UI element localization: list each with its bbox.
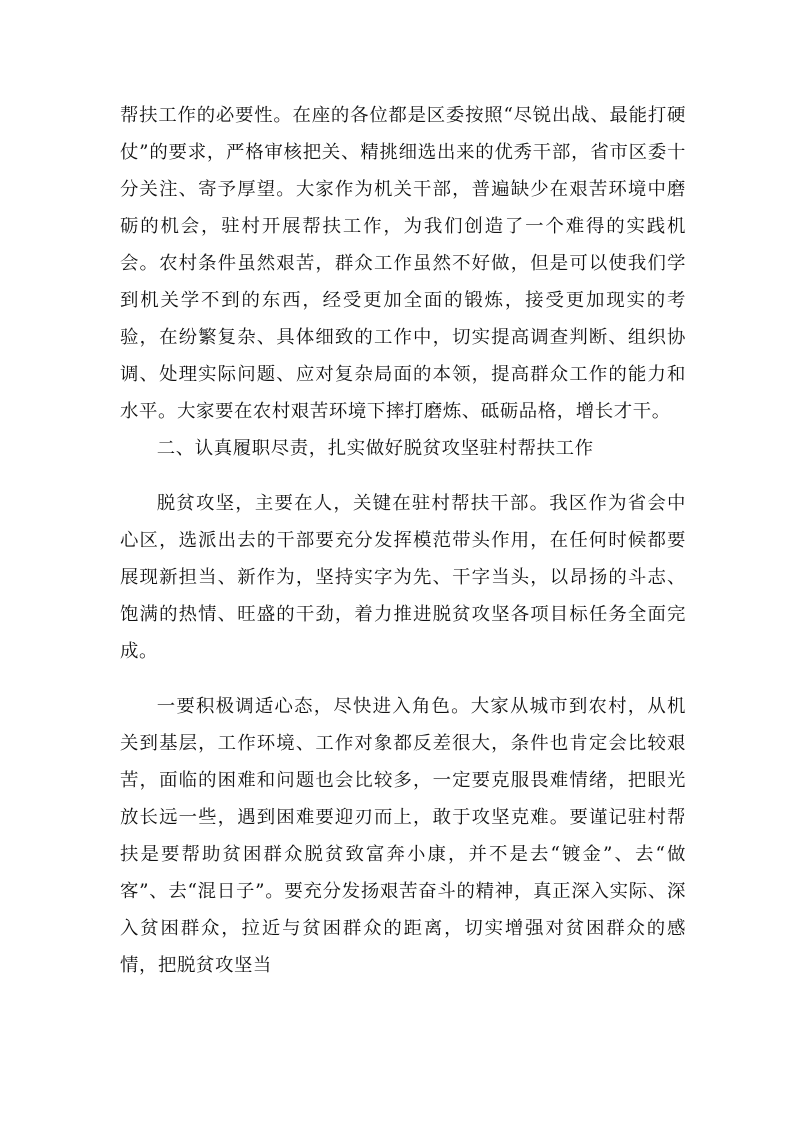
section-heading: 二、认真履职尽责，扎实做好脱贫攻坚驻村帮扶工作 bbox=[156, 438, 594, 459]
paragraph-adjust-mindset: 一要积极调适心态，尽快进入角色。大家从城市到农村，从机关到基层，工作环境、工作对象都反差很大，条件也肯定会比较艰苦，面临的困难和问题也会比较多，一定要克服畏难情绪，把眼光放长远一些，遇到困难要迎刃而上，敢于攻坚克难。要谨记驻村帮扶是要帮助贫困群众脱贫致富奔小康，并不是去“镀金”、去“做客”、去“混日子”。要充分发扬艰苦奋斗的精神，真正深入实际、深入贫困群众，拉近与贫困群众的距离，切实增强对贫困群众的感情，把脱贫攻坚当 bbox=[120, 696, 686, 976]
paragraph-continuation: 帮扶工作的必要性。在座的各位都是区委按照“尽锐出战、最能打硬仗”的要求，严格审核把关、精挑细选出来的优秀干部，省市区委十分关注、寄予厚望。大家作为机关干部，普遍缺少在艰苦环境中磨砺的机会，驻村开展帮扶工作，为我们创造了一个难得的实践机会。农村条件虽然艰苦，群众工作虽然不好做，但是可以使我们学到机关学不到的东西，经受更加全面的锻炼，接受更加现实的考验，在纷繁复杂、具体细致的工作中，切实提高调查判断、组织协调、处理实际问题、应对复杂局面的本领，提高群众工作的能力和水平。大家要在农村艰苦环境下摔打磨炼、砥砺品格，增长才干。 bbox=[120, 105, 686, 422]
document-body bbox=[120, 97, 686, 984]
paragraph-poverty-alleviation: 脱贫攻坚，主要在人，关键在驻村帮扶干部。我区作为省会中心区，选派出去的干部要充分发挥模范带头作用，在任何时候都要展现新担当、新作为，坚持实字为先、干字当头，以昂扬的斗志、饱满的热情、旺盛的干劲，着力推进脱贫攻坚各项目标任务全面完成。 bbox=[120, 493, 686, 662]
